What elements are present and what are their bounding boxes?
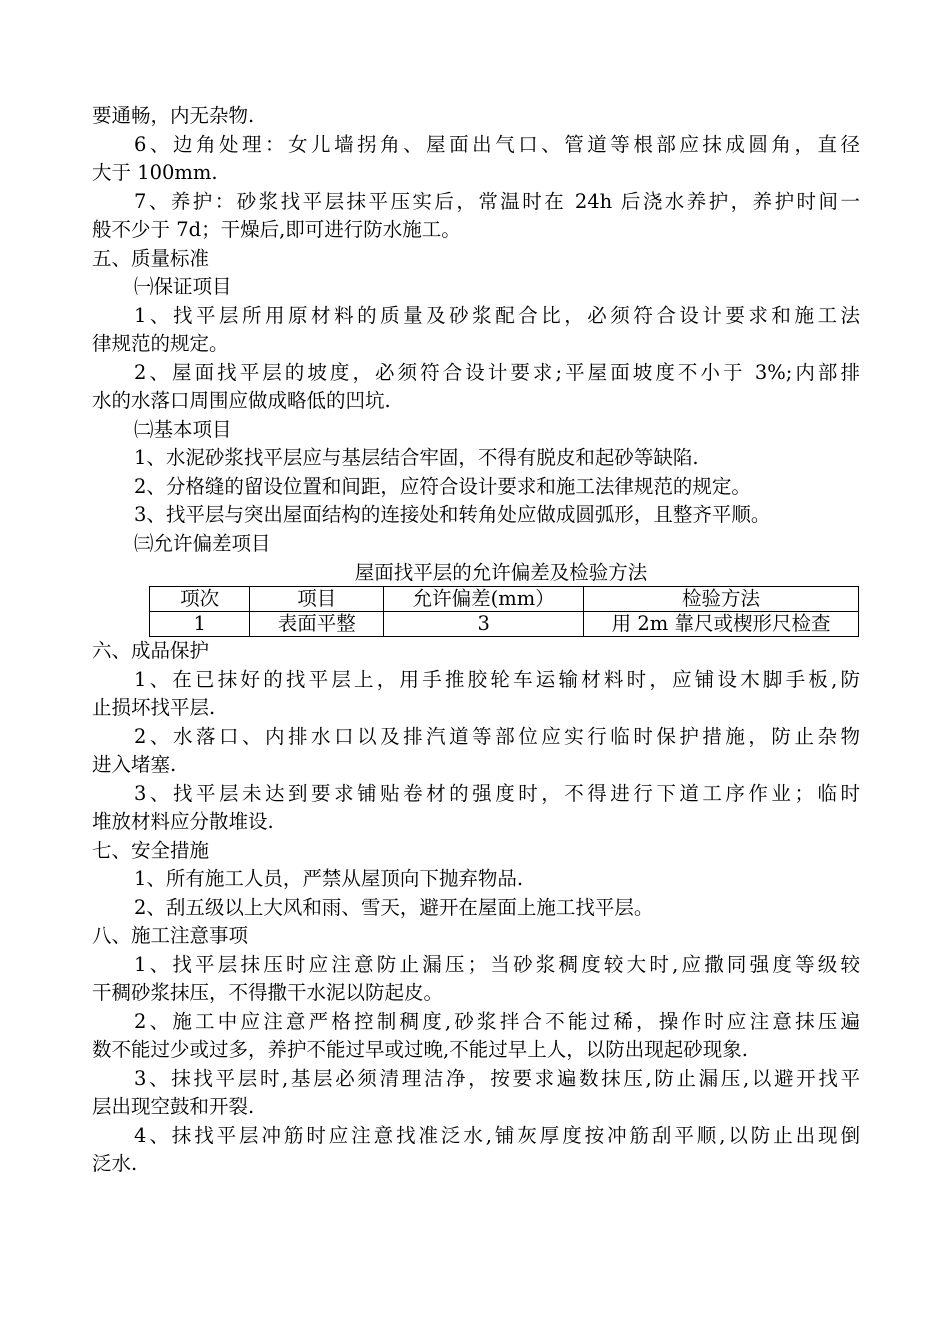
text-line: 2、屋面找平层的坡度，必须符合设计要求;平屋面坡度不小于 3%;内部排 — [134, 360, 860, 384]
text-line: 数不能过少或过多，养护不能过早或过晚,不能过早上人，以防出现起砂现象. — [92, 1038, 748, 1061]
table-cell: 3 — [384, 612, 584, 637]
table-header-cell: 项目 — [250, 587, 384, 612]
text-line: 般不少于 7d；干燥后,即可进行防水施工。 — [92, 218, 461, 241]
table-caption: 屋面找平层的允许偏差及检验方法 — [354, 561, 648, 584]
text-line: 1、在已抹好的找平层上，用手推胶轮车运输材料时，应铺设木脚手板,防 — [134, 667, 860, 691]
text-line: 1、找平层抹压时应注意防止漏压；当砂浆稠度较大时,应撒同强度等级较 — [134, 952, 860, 976]
text-line: 进入堵塞. — [92, 753, 177, 776]
text-line: 泛水. — [92, 1152, 138, 1175]
text-line: 律规范的规定。 — [92, 332, 229, 355]
text-line: 干稠砂浆抹压，不得撒干水泥以防起皮。 — [92, 981, 444, 1004]
text-line: 7、养护：砂浆找平层抹平压实后，常温时在 24h 后浇水养护，养护时间一 — [134, 189, 860, 213]
text-line: 要通畅，内无杂物. — [92, 104, 255, 127]
text-line: 1、找平层所用原材料的质量及砂浆配合比，必须符合设计要求和施工法 — [134, 303, 860, 327]
text-line: 1、所有施工人员，严禁从屋顶向下抛弃物品. — [134, 867, 524, 890]
table-header-row — [150, 587, 859, 612]
text-line: 1、水泥砂浆找平层应与基层结合牢固，不得有脱皮和起砂等缺陷. — [134, 446, 699, 469]
table-row — [150, 612, 859, 637]
document-page — [92, 102, 860, 1179]
section-heading-notes: 八、施工注意事项 — [92, 924, 249, 947]
text-line: 6、边角处理：女儿墙拐角、屋面出气口、管道等根部应抹成圆角，直径 — [134, 132, 860, 156]
section-heading-safety: 七、安全措施 — [92, 838, 210, 862]
text-line: 4、抹找平层冲筋时应注意找准泛水,铺灰厚度按冲筋刮平顺,以防止出现倒 — [134, 1123, 860, 1147]
table-cell: 表面平整 — [250, 612, 384, 637]
subsection-heading: ㈠保证项目 — [134, 275, 232, 298]
subsection-heading: ㈢允许偏差项目 — [134, 531, 271, 555]
table-header-cell: 检验方法 — [584, 587, 859, 612]
text-line: 堆放材料应分散堆设. — [92, 810, 274, 833]
table-cell: 用 2m 靠尺或楔形尺检查 — [584, 612, 859, 637]
section-heading-protection: 六、成品保护 — [92, 639, 210, 662]
table-header-cell: 项次 — [150, 587, 250, 612]
text-line: 3、找平层未达到要求铺贴卷材的强度时，不得进行下道工序作业；临时 — [134, 781, 860, 805]
section-heading-quality: 五、质量标准 — [92, 246, 210, 270]
text-line: 2、水落口、内排水口以及排汽道等部位应实行临时保护措施，防止杂物 — [134, 724, 860, 748]
text-line: 止损坏找平层. — [92, 696, 216, 719]
tolerance-table — [149, 586, 859, 637]
text-line: 2、刮五级以上大风和雨、雪天，避开在屋面上施工找平层。 — [134, 895, 654, 919]
text-line: 3、抹找平层时,基层必须清理洁净，按要求遍数抹压,防止漏压,以避开找平 — [134, 1066, 860, 1090]
table-cell: 1 — [150, 612, 250, 637]
subsection-heading: ㈡基本项目 — [134, 417, 232, 441]
text-line: 水的水落口周围应做成略低的凹坑. — [92, 389, 391, 412]
text-line: 大于 100mm. — [92, 161, 218, 184]
text-line: 3、找平层与突出屋面结构的连接处和转角处应做成圆弧形，且整齐平顺。 — [134, 503, 771, 526]
text-line: 层出现空鼓和开裂. — [92, 1095, 255, 1118]
table-header-cell: 允许偏差(mm） — [384, 587, 584, 612]
text-line: 2、施工中应注意严格控制稠度,砂浆拌合不能过稀，操作时应注意抹压遍 — [134, 1009, 860, 1033]
text-line: 2、分格缝的留设位置和间距，应符合设计要求和施工法律规范的规定。 — [134, 474, 751, 498]
